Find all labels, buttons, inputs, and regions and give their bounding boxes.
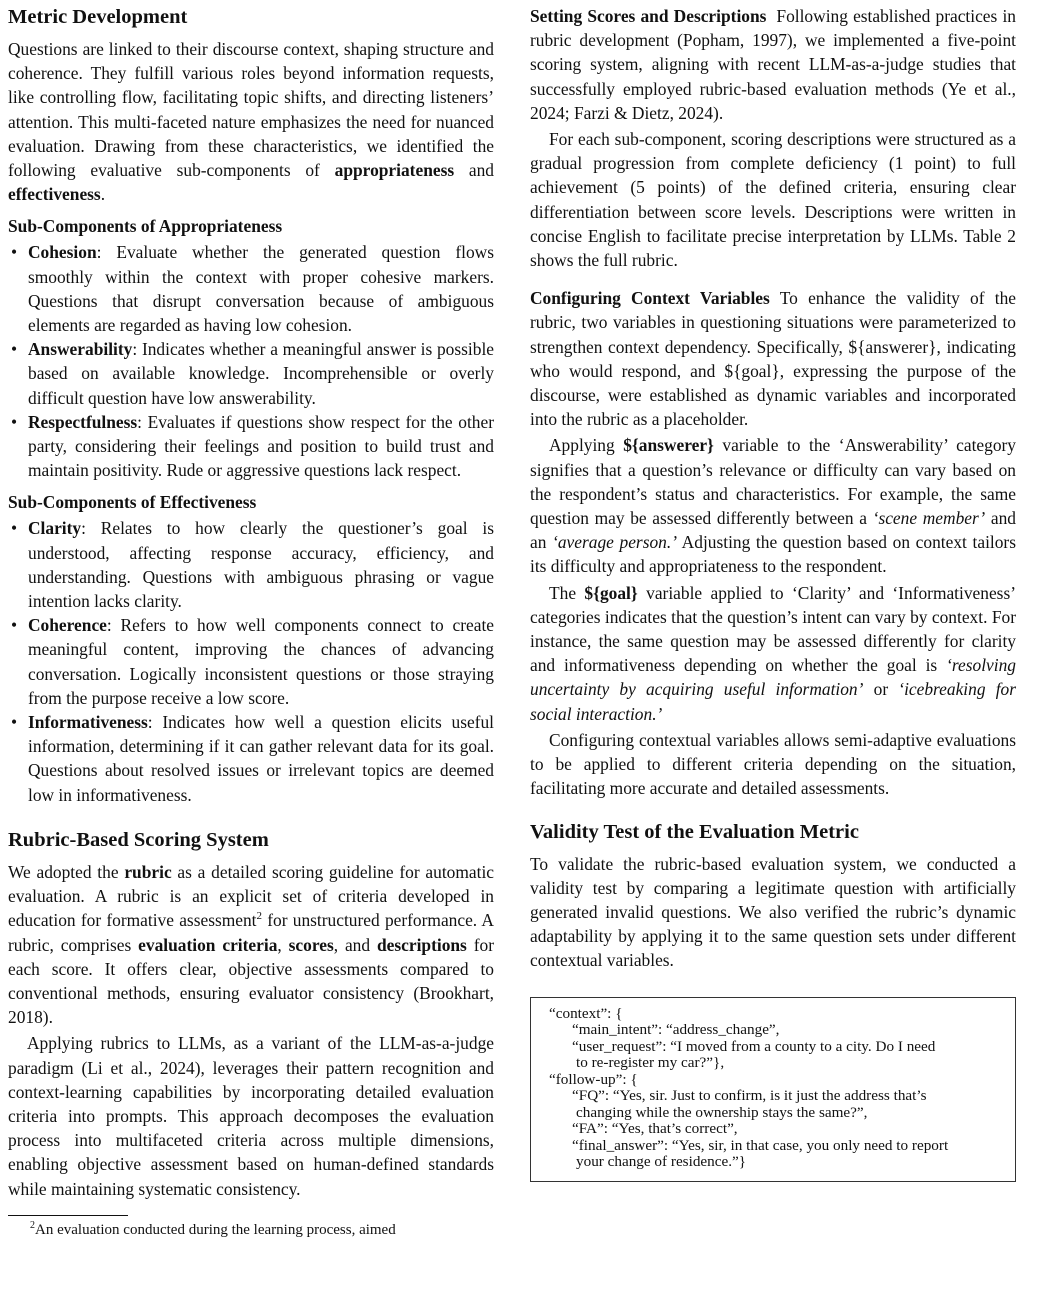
list-item-cohesion: • Cohesion: Evaluate whether the generated question flows smoothly within the context with proper cohesive markers. Questions that disrupt conversation because of ambiguous elements are regarded as having low cohesion. [8,240,494,337]
validity-paragraph: To validate the rubric-based evaluation system, we conducted a validity test by comparing a legitimate question with artificially generated invalid questions. We also verified the rubric’s dynamic adaptability by applying it to the same question sets under different contextual variables. [530,853,1016,971]
context-vars-paragraph-3: The ${goal} variable applied to ‘Clarity’ and ‘Informativeness’ categories indicates that the question’s intent can vary by context. For instance, the same question may be assessed differently for clarity and informativeness depending on whether the goal is ‘resolving uncertainty by acquiring useful information’ or ‘icebreaking for social interaction.’ [530,582,1017,724]
paragraph-title-scores: Setting Scores and Descriptions [530,6,767,26]
appropriateness-list [8,240,494,482]
example-line: your change of residence.”} [576,1153,747,1171]
example-line: “FA”: “Yes, that’s correct”, [572,1120,738,1138]
context-vars-paragraph-1: Configuring Context Variables To enhance the validity of the rubric, two variables in questioning situations were parameterized to strengthen context dependency. Specifically, ${answerer}, indicating who would respond, and ${goal}, expressing the purpose of the discourse, were established as dynamic variables and incorporated into the rubric as a placeholder. [530,288,1016,430]
list-item-informativeness: • Informativeness: Indicates how well a question elicits useful information, determining if it can gather relevant data for its goal. Questions about resolved issues or irrelevant topics are deemed low in informativeness. [8,710,494,807]
list-item-respectfulness: • Respectfulness: Evaluates if questions show respect for the other party, considering their feelings and position to build trust and maintain positivity. Rude or aggressive questions lack respect. [8,410,494,483]
scores-paragraph-1: Setting Scores and Descriptions Following established practices in rubric development (Popham, 1997), we implemented a five-point scoring system, aligning with recent LLM-as-a-judge studies that successfully employed rubric-based evaluation methods (Ye et al., 2024; Farzi & Dietz, 2024). [530,6,1016,123]
section-heading-rubric-scoring: Rubric-Based Scoring System [8,828,269,851]
example-line: “FQ”: “Yes, sir. Just to confirm, is it just the address that’s [572,1087,927,1105]
left-column [8,4,494,1240]
context-vars-paragraph-4: Configuring contextual variables allows semi-adaptive evaluations to be applied to different criteria depending on the situation, facilitating more accurate and detailed assessments. [530,729,1016,799]
rubric-paragraph-1: We adopted the rubric as a detailed scoring guideline for automatic evaluation. A rubric is an explicit set of criteria developed in education for formative assessment$^2$ for unstructured performance. A rubric, comprises evaluation criteria, scores, and descriptions for each score. It offers clear, objective assessments compared to conventional methods, ensuring evaluator consistency (Brookhart, 2018). [8,861,494,1028]
example-line: “context”: { [549,1004,623,1022]
context-vars-paragraph-2: Applying ${answerer} variable to the ‘Answerability’ category signifies that a question’s relevance or difficulty can vary based on the respondent’s status and characteristics. For example, the same question may be assessed differently between a ‘scene member’ and an ‘average person.’ Adjusting the question based on context tailors its difficulty and appropriateness to the respondent. [530,435,1016,577]
example-line: “main_intent”: “address_change”, [572,1021,780,1039]
example-line: to re-register my car?”}, [576,1054,725,1072]
list-item-coherence: • Coherence: Refers to how well components connect to create meaningful content, improving the chances of advancing conversation. Logically inconsistent questions or those straying from the purpose receive a low score. [8,613,494,710]
right-column [530,4,1016,1182]
example-line: changing while the ownership stays the same?”, [576,1103,868,1121]
effectiveness-list [8,516,494,806]
footnote-marker[interactable]: 2 [256,910,262,923]
example-line: “final_answer”: “Yes, sir, in that case, you only need to report [572,1136,949,1154]
paragraph-title-context-vars: Configuring Context Variables [530,288,770,309]
metric-development-intro: Questions are linked to their discourse context, shaping structure and coherence. They fulfill various roles beyond information requests, like controlling flow, facilitating topic shifts, and directing listeners’ attention. This multi-faceted nature emphasizes the need for nuanced evaluation. Drawing from these characteristics, we identified the following evaluative sub-components of appropriateness and effectiveness. [8,39,494,205]
section-heading-validity-test: Validity Test of the Evaluation Metric [530,820,859,843]
example-json-box [530,997,1016,1182]
footnote-2: $^2$An evaluation conducted during the learning process, aimed [30,1219,396,1238]
subheading-appropriateness: Sub-Components of Appropriateness [8,216,283,237]
section-heading-metric-development: Metric Development [8,6,188,28]
scores-paragraph-2: For each sub-component, scoring descriptions were structured as a gradual progression from complete deficiency (1 point) to full achievement (5 points) of the defined criteria, ensuring clear differentiation between score levels. Descriptions were written in concise English to facilitate precise interpretation by LLMs. Table 2 shows the full rubric. [530,129,1016,271]
list-item-clarity: • Clarity: Relates to how clearly the questioner’s goal is understood, affecting response accuracy, efficiency, and understanding. Questions with ambiguous phrasing or vague intention lacks clarity. [8,516,494,613]
list-item-answerability: • Answerability: Indicates whether a meaningful answer is possible based on available knowledge. Incomprehensible or overly difficult question have low answerability. [8,337,494,410]
subheading-effectiveness: Sub-Components of Effectiveness [8,492,257,513]
example-line: “user_request”: “I moved from a county to a city. Do I need [572,1037,936,1055]
footnote-divider [8,1215,128,1216]
example-line: “follow-up”: { [549,1070,638,1088]
rubric-paragraph-2: Applying rubrics to LLMs, as a variant of the LLM-as-a-judge paradigm (Li et al., 2024), leverages their pattern recognition and context-learning capabilities by incorporating detailed evaluation criteria into prompts. This approach decomposes the evaluation process into multifaceted criteria across multiple dimensions, enabling objective assessment based on human-defined standards while maintaining systematic consistency. [8,1033,494,1199]
